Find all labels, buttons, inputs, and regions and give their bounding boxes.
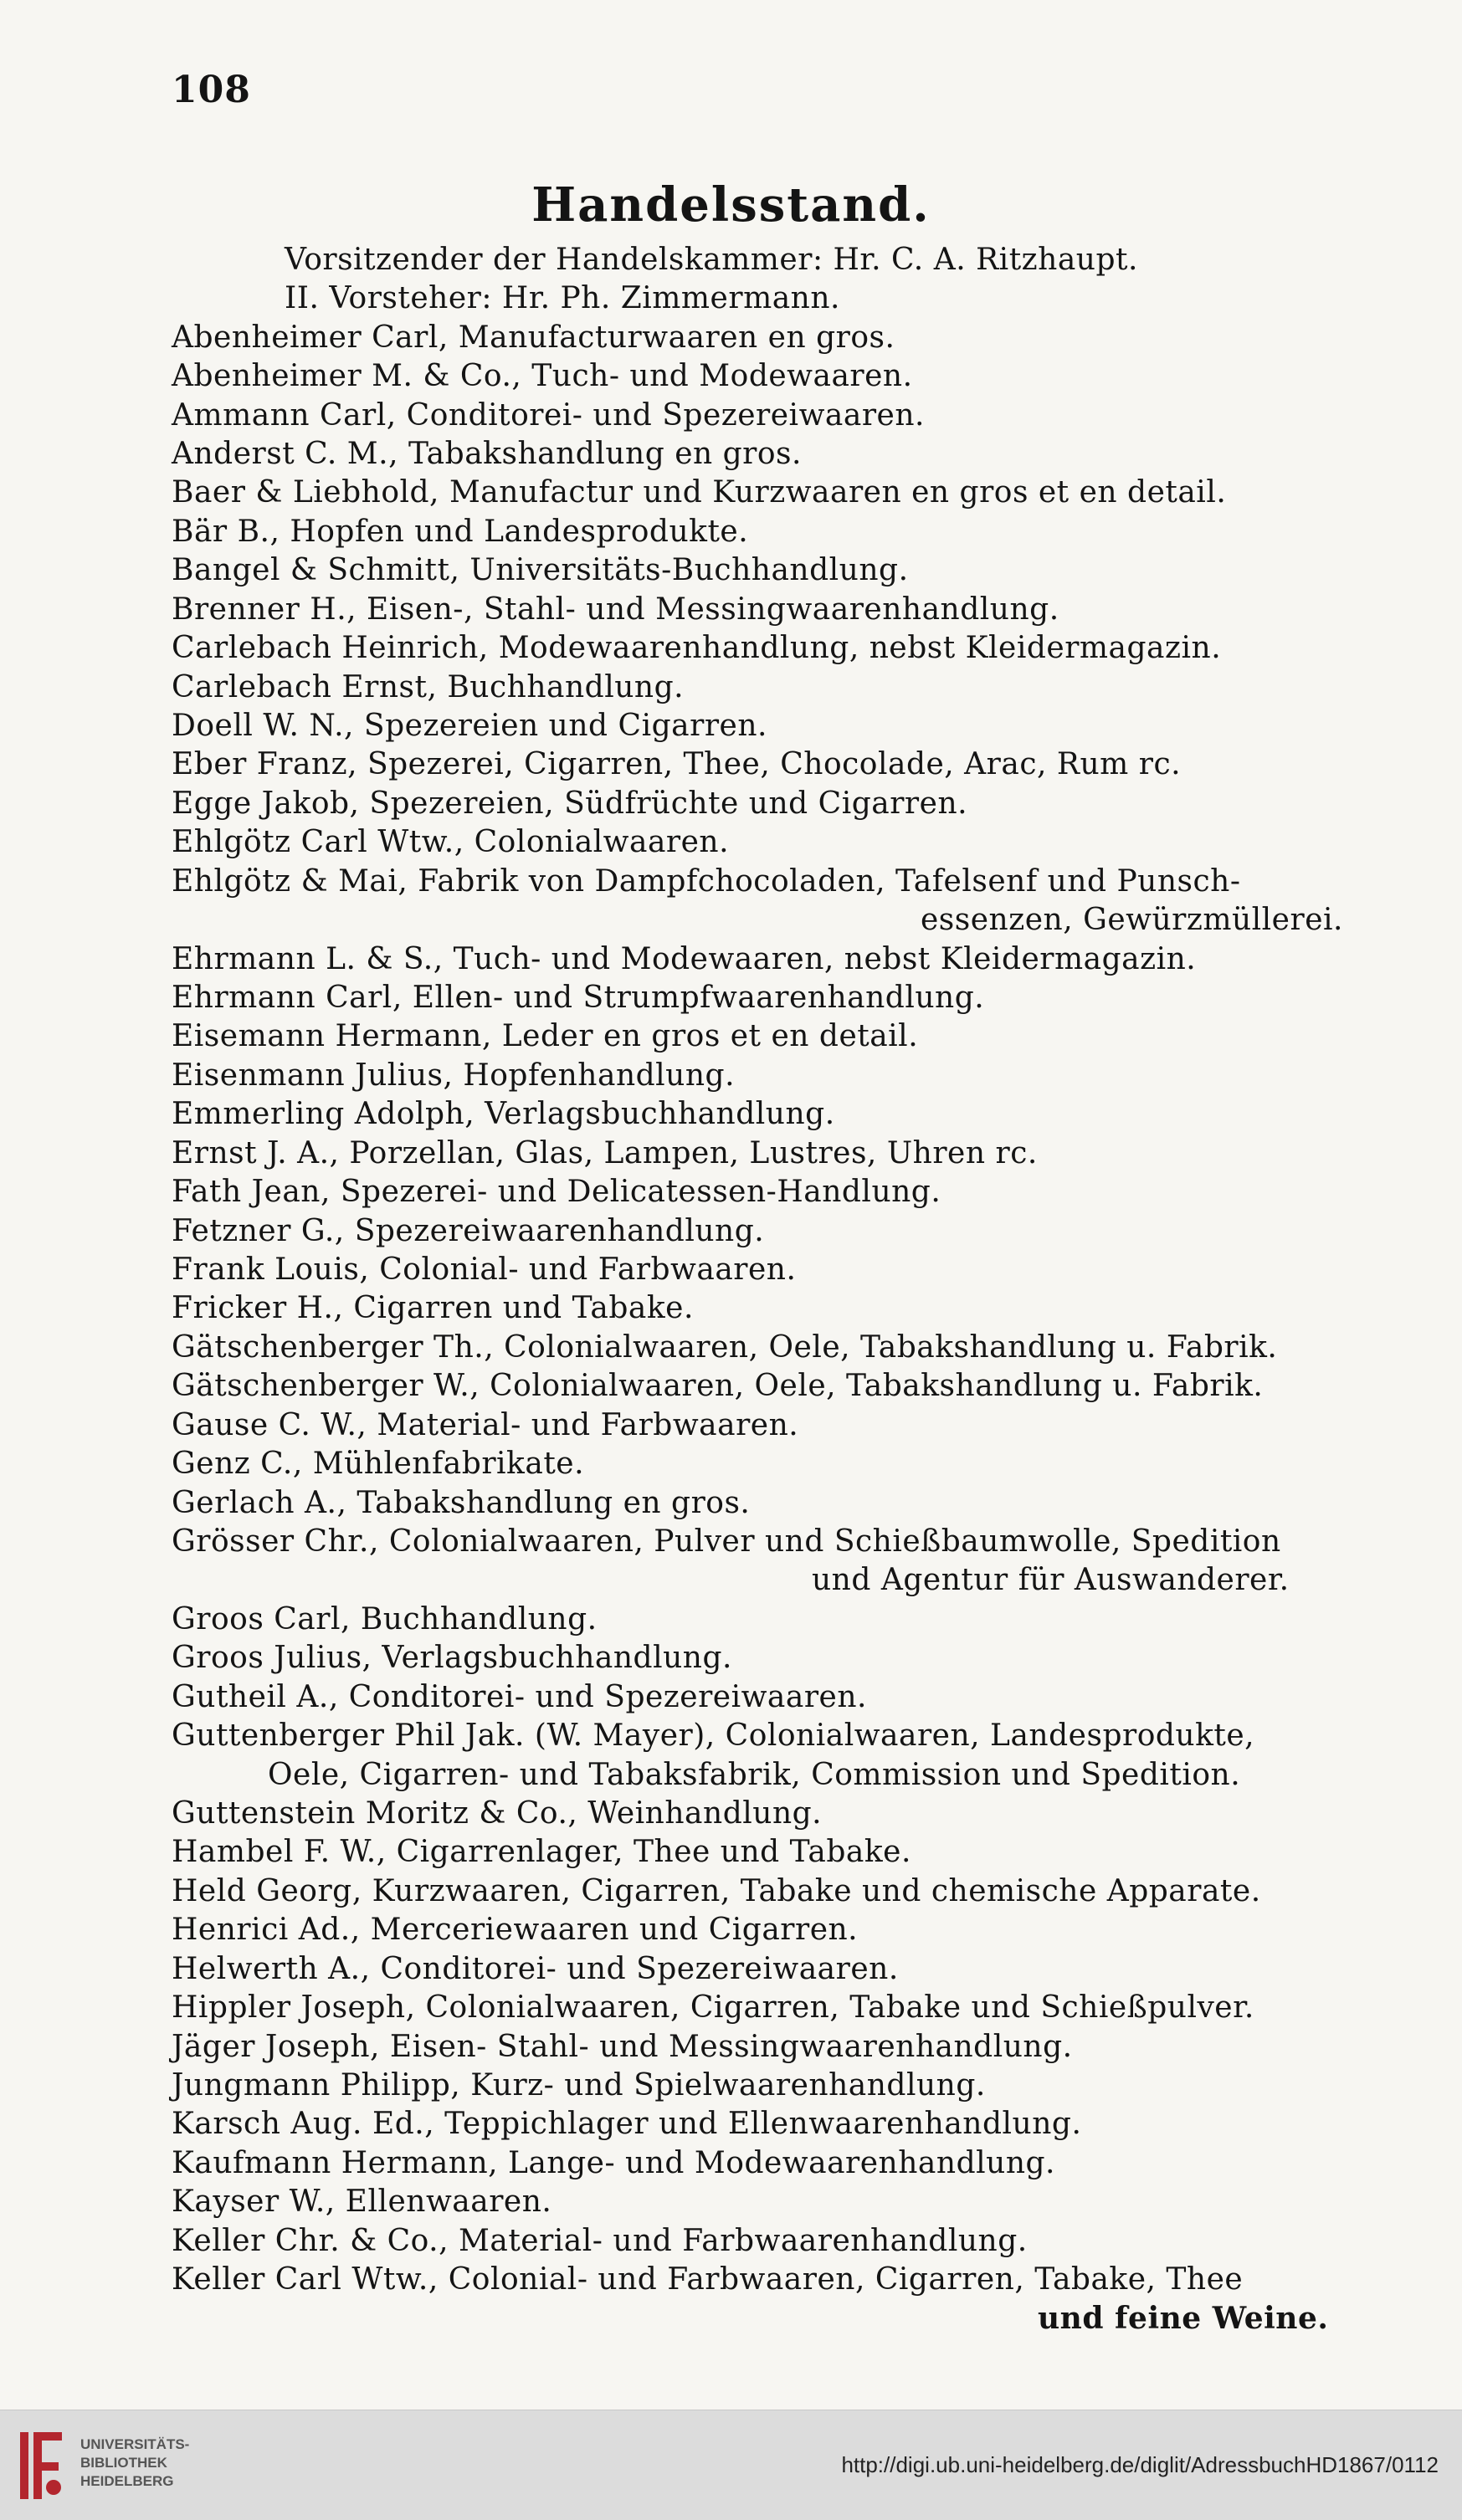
list-item: Carlebach Heinrich, Modewaarenhandlung, nebst Kleidermagazin. [172,631,1222,665]
list-item: Groos Carl, Buchhandlung. [172,1602,598,1636]
list-item: Ehlgötz Carl Wtw., Colonialwaaren. [172,825,730,859]
list-item: Keller Chr. & Co., Material- und Farbwaarenhandlung. [172,2224,1028,2258]
list-item: Gause C. W., Material- und Farbwaaren. [172,1408,799,1442]
library-name-line: UNIVERSITÄTS- [80,2436,190,2452]
list-item: Doell W. N., Spezereien und Cigarren. [172,709,767,743]
list-item: Ehrmann L. & S., Tuch- und Modewaaren, nebst Kleidermagazin. [172,942,1197,976]
list-item: Ehlgötz & Mai, Fabrik von Dampfchocoladen, Tafelsenf und Punsch- [172,864,1241,899]
list-item: Jungmann Philipp, Kurz- und Spielwaarenhandlung. [172,2068,986,2103]
source-url-link[interactable]: http://digi.ub.uni-heidelberg.de/diglit/AdressbuchHD1867/0112 [841,2452,1439,2477]
list-item: Ammann Carl, Conditorei- und Spezereiwaaren. [172,398,925,433]
list-item: Eisenmann Julius, Hopfenhandlung. [172,1058,736,1093]
list-item: Bär B., Hopfen und Landesprodukte. [172,515,749,549]
list-item: Guttenstein Moritz & Co., Weinhandlung. [172,1796,823,1831]
list-item: Frank Louis, Colonial- und Farbwaaren. [172,1252,797,1287]
section-title: Handelsstand. [531,177,931,233]
list-item: Helwerth A., Conditorei- und Spezereiwaaren. [172,1952,899,1986]
list-item: Fetzner G., Spezereiwaarenhandlung. [172,1214,765,1248]
list-item: Bangel & Schmitt, Universitäts-Buchhandlung. [172,553,909,587]
list-item: Egge Jakob, Spezereien, Südfrüchte und Cigarren. [172,786,968,821]
list-item: Brenner H., Eisen-, Stahl- und Messingwaarenhandlung. [172,592,1059,627]
university-library-logo-icon [15,2429,67,2502]
list-item: Fricker H., Cigarren und Tabake. [172,1291,694,1325]
list-item: Eisemann Hermann, Leder en gros et en detail. [172,1019,919,1053]
page-number: 108 [172,69,251,111]
list-item: Emmerling Adolph, Verlagsbuchhandlung. [172,1097,835,1131]
list-item: Gätschenberger W., Colonialwaaren, Oele, Tabakshandlung u. Fabrik. [172,1369,1264,1403]
library-name-line: BIBLIOTHEK [80,2455,167,2471]
list-item: Abenheimer Carl, Manufacturwaaren en gros. [172,320,895,355]
list-item-continuation: Oele, Cigarren- und Tabaksfabrik, Commission und Spedition. [268,1758,1241,1792]
list-item: Genz C., Mühlenfabrikate. [172,1447,585,1481]
list-item: Carlebach Ernst, Buchhandlung. [172,670,685,704]
list-item: Karsch Aug. Ed., Teppichlager und Ellenwaarenhandlung. [172,2107,1082,2141]
list-item: Abenheimer M. & Co., Tuch- und Modewaaren. [172,359,913,393]
list-item: Vorsitzender der Handelskammer: Hr. C. A. Ritzhaupt. [285,243,1138,277]
list-item: Gutheil A., Conditorei- und Spezereiwaaren. [172,1680,867,1714]
list-item-continuation: und feine Weine. [1038,2301,1329,2336]
library-name-line: HEIDELBERG [80,2473,174,2489]
list-item: Baer & Liebhold, Manufactur und Kurzwaaren en gros et en detail. [172,475,1227,510]
list-item: Eber Franz, Spezerei, Cigarren, Thee, Chocolade, Arac, Rum rc. [172,747,1182,781]
list-item: Groos Julius, Verlagsbuchhandlung. [172,1641,732,1675]
list-item: Hippler Joseph, Colonialwaaren, Cigarren, Tabake und Schießpulver. [172,1990,1254,2025]
library-name [80,2435,189,2491]
list-item: Hambel F. W., Cigarrenlager, Thee und Tabake. [172,1835,911,1869]
list-item: Gätschenberger Th., Colonialwaaren, Oele, Tabakshandlung u. Fabrik. [172,1330,1278,1365]
list-item: Jäger Joseph, Eisen- Stahl- und Messingwaarenhandlung. [172,2030,1073,2064]
footer-bar [0,2410,1462,2520]
list-item: Gerlach A., Tabakshandlung en gros. [172,1486,751,1520]
list-item: Kayser W., Ellenwaaren. [172,2185,552,2219]
list-item: Henrici Ad., Merceriewaaren und Cigarren. [172,1913,859,1947]
list-item: II. Vorsteher: Hr. Ph. Zimmermann. [285,281,840,315]
list-item: Guttenberger Phil Jak. (W. Mayer), Colonialwaaren, Landesprodukte, [172,1718,1255,1753]
list-item: Keller Carl Wtw., Colonial- und Farbwaaren, Cigarren, Tabake, Thee [172,2262,1244,2297]
list-item: Fath Jean, Spezerei- und Delicatessen-Handlung. [172,1175,941,1209]
list-item: Grösser Chr., Colonialwaaren, Pulver und Schießbaumwolle, Spedition [172,1524,1281,1559]
list-item-continuation: essenzen, Gewürzmüllerei. [921,903,1343,937]
list-item-continuation: und Agentur für Auswanderer. [812,1563,1290,1597]
list-item: Anderst C. M., Tabakshandlung en gros. [172,437,802,471]
list-item: Kaufmann Hermann, Lange- und Modewaarenhandlung. [172,2146,1055,2180]
list-item: Ehrmann Carl, Ellen- und Strumpfwaarenhandlung. [172,981,985,1015]
list-item: Held Georg, Kurzwaaren, Cigarren, Tabake und chemische Apparate. [172,1874,1261,1908]
list-item: Ernst J. A., Porzellan, Glas, Lampen, Lustres, Uhren rc. [172,1136,1038,1170]
